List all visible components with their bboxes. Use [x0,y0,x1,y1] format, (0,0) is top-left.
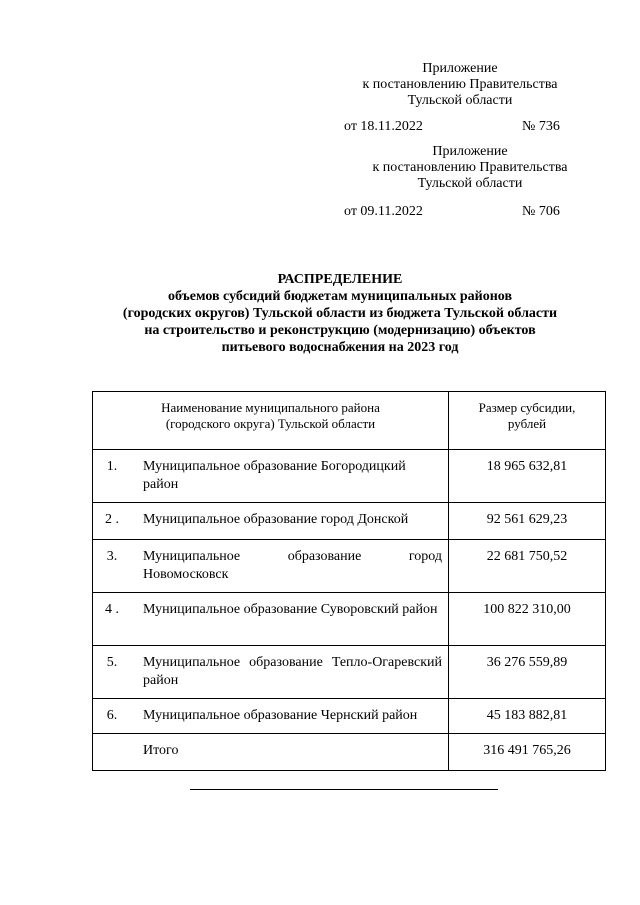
title-line: на строительство и реконструкцию (модернизацию) объектов [144,323,536,338]
row-name: Муниципальное образование Суворовский район [131,593,449,646]
table-row [93,646,606,699]
row-name: Муниципальное образование Богородицкий район [131,450,449,503]
row-name: Муниципальное образование Тепло-Огаревский район [131,646,449,699]
header-name-line: Наименование муниципального района [161,400,380,415]
row-number: 1. [93,450,132,503]
subsidy-table [92,391,606,771]
table-row [93,540,606,593]
appendix-label: Приложение [432,144,508,159]
appendix-region: Тульской области [407,93,513,108]
header-amount-line: Размер субсидии, [478,400,576,415]
title-line: объемов субсидий бюджетам муниципальных районов [167,289,513,304]
row-amount: 18 965 632,81 [449,450,606,503]
appendix-date-line-2 [344,204,560,220]
title-line: питьевого водоснабжения на 2023 год [221,340,459,355]
row-amount: 22 681 750,52 [449,540,606,593]
row-number [93,734,132,771]
table-header-row [93,392,606,450]
row-name: Муниципальное образование город Донской [131,503,449,540]
end-separator-line [190,789,498,790]
row-number: 4 . [93,593,132,646]
appendix-number: № 736 [522,119,560,134]
appendix-date: от 09.11.2022 [344,204,423,219]
appendix-date-line-1 [344,119,560,135]
row-number: 5. [93,646,132,699]
header-amount-cell [449,392,606,450]
total-label: Итого [131,734,449,771]
document-title [60,271,620,356]
appendix-header-1 [340,61,580,109]
row-amount: 45 183 882,81 [449,699,606,734]
appendix-decree: к постановлению Правительства [362,77,558,92]
title-heading: РАСПРЕДЕЛЕНИЕ [277,272,403,287]
table-row [93,593,606,646]
row-number: 2 . [93,503,132,540]
row-number: 6. [93,699,132,734]
row-amount: 92 561 629,23 [449,503,606,540]
table-total-row [93,734,606,771]
appendix-date: от 18.11.2022 [344,119,423,134]
title-line: (городских округов) Тульской области из бюджета Тульской области [122,306,558,321]
header-amount-line: рублей [507,416,547,431]
row-amount: 100 822 310,00 [449,593,606,646]
row-name: Муниципальное образование Чернский район [131,699,449,734]
appendix-region: Тульской области [417,176,523,191]
row-amount: 36 276 559,89 [449,646,606,699]
table-row [93,450,606,503]
row-number: 3. [93,540,132,593]
total-amount: 316 491 765,26 [449,734,606,771]
row-name: Муниципальное образование город Новомосковск [131,540,449,593]
appendix-number: № 706 [522,204,560,219]
appendix-header-2 [350,144,590,192]
table-row [93,503,606,540]
header-name-line: (городского округа) Тульской области [165,416,376,431]
header-name-cell [93,392,449,450]
appendix-label: Приложение [422,61,498,76]
table-row [93,699,606,734]
appendix-decree: к постановлению Правительства [372,160,568,175]
